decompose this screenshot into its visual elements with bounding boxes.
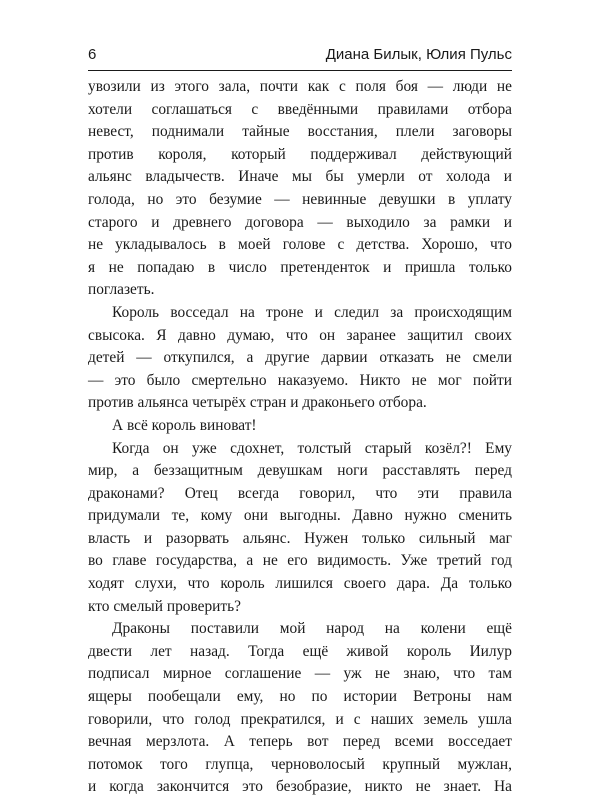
text-line: говорили, что голод прекратился, и с наших земель ушла xyxy=(88,710,512,728)
text-line: драконами? Отец всегда говорил, что эти правила xyxy=(88,484,512,502)
text-line: Король восседал на троне и следил за происходящим xyxy=(112,303,512,321)
text-line: детей — откупился, а другие дарвии отказать не смели xyxy=(88,349,512,367)
text-line: и когда закончится это безобразие, никто не знает. На xyxy=(88,778,512,796)
text-line: хотели соглашаться с введёнными правилами отбора xyxy=(88,100,512,118)
text-line: двести лет назад. Тогда ещё живой король Иилур xyxy=(88,642,512,660)
text-line: против альянса четырёх стран и драконьего отбора. xyxy=(88,394,427,412)
text-line: свысока. Я давно думаю, что он заранее защитил своих xyxy=(88,326,512,344)
text-line: не укладывалось в моей голове с детства. Хорошо, что xyxy=(88,236,512,254)
text-line: подписал мирное соглашение — уж не знаю, что там xyxy=(88,665,512,683)
text-line: старого и древнего договора — выходило за рамки и xyxy=(88,213,512,231)
text-line: Когда он уже сдохнет, толстый старый козёл?! Ему xyxy=(112,439,512,457)
text-line: альянс владычеств. Иначе мы бы умерли от холода и xyxy=(88,168,512,186)
text-line: мир, а беззащитным девушкам ноги расставлять перед xyxy=(88,462,512,480)
text-line: А всё король виноват! xyxy=(112,416,257,434)
text-line: власть и разорвать альянс. Нужен только сильный маг xyxy=(88,529,512,547)
text-line: вечная мерзлота. А теперь вот перед всеми восседает xyxy=(88,733,512,751)
text-line: — это было смертельно наказуемо. Никто не мог пойти xyxy=(88,371,512,389)
text-line: ходят слухи, что король лишился своего дара. Да только xyxy=(88,575,512,593)
text-line: голода, но это безумие — невинные девушки в уплату xyxy=(88,190,512,208)
text-line: придумали те, кому они выгодны. Давно нужно сменить xyxy=(88,507,512,525)
body-text xyxy=(88,76,512,799)
text-line: кто смелый проверить? xyxy=(88,597,241,615)
page-number: 6 xyxy=(88,46,97,63)
text-line: ящеры пообещали ему, но по истории Ветроны нам xyxy=(88,688,512,706)
text-line: невест, поднимали тайные восстания, плели заговоры xyxy=(88,123,512,141)
text-line: против короля, который поддерживал действующий xyxy=(88,145,512,163)
text-line: потомок того глупца, черноволосый крупный мужлан, xyxy=(88,755,512,773)
text-line: во главе государства, а не его видимость. Уже третий год xyxy=(88,552,512,570)
text-line: увозили из этого зала, почти как с поля боя — люди не xyxy=(88,78,512,95)
text-line: Драконы поставили мой народ на колени ещё xyxy=(112,620,512,638)
text-line: я не попадаю в число претенденток и пришла только xyxy=(88,258,512,276)
running-title: Диана Билык, Юлия Пульс xyxy=(325,46,512,63)
text-line: поглазеть. xyxy=(88,281,155,299)
page-header xyxy=(88,44,512,71)
